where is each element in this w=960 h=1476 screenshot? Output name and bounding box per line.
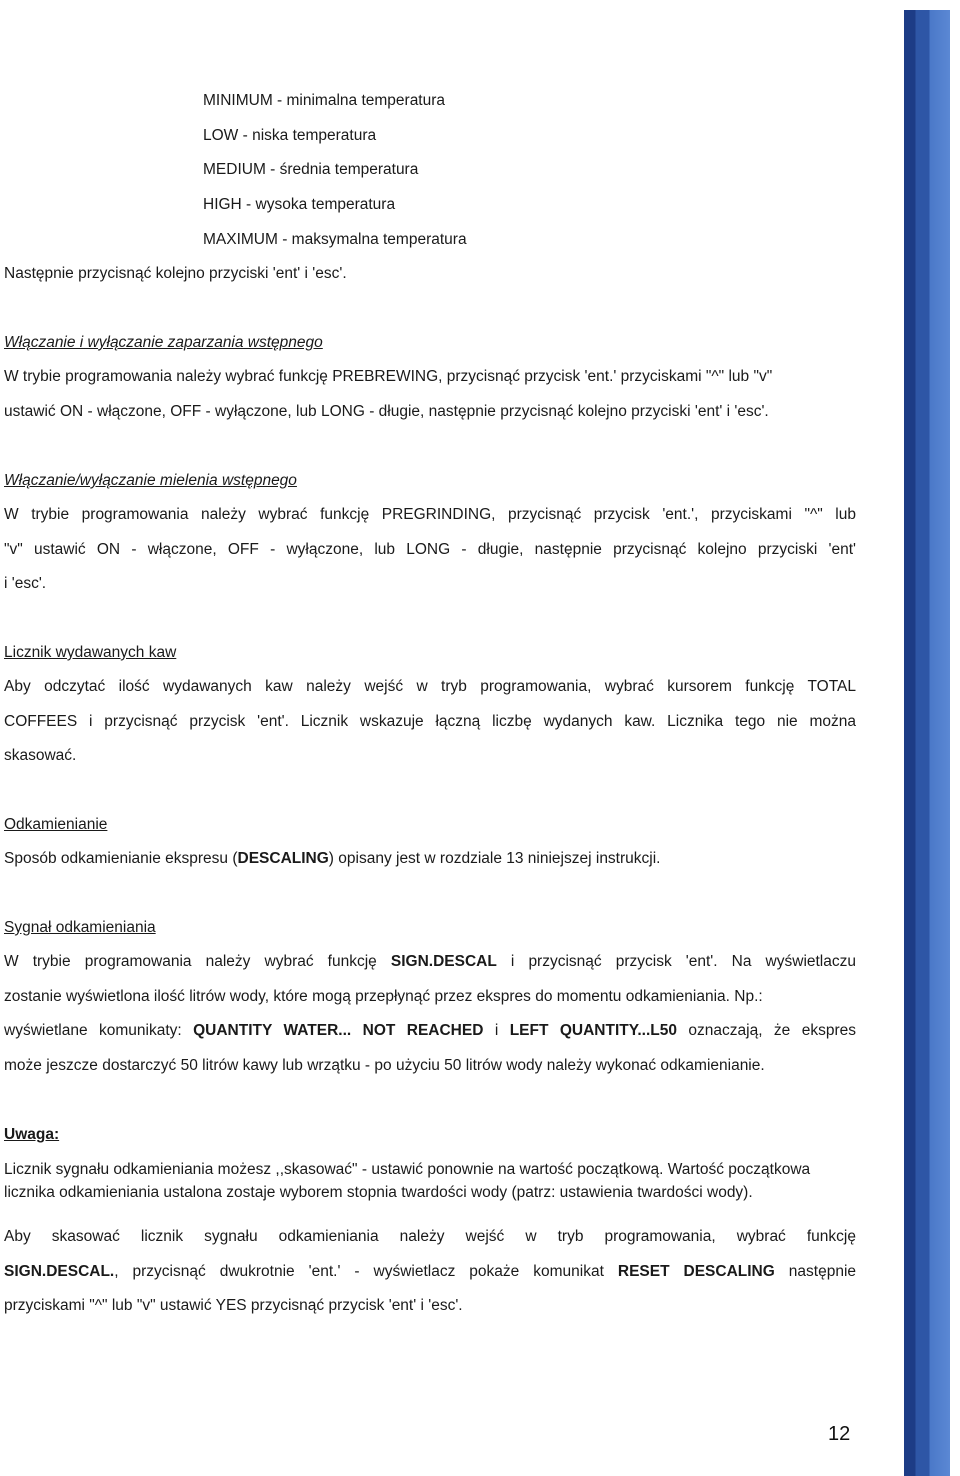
- descaling-heading: Odkamienianie: [4, 816, 108, 833]
- temp-level-medium: MEDIUM - średnia temperatura: [203, 161, 419, 178]
- temp-level-low: LOW - niska temperatura: [203, 127, 377, 144]
- descal-signal-line-4: może jeszcze dostarczyć 50 litrów kawy lub wrzątku - po użyciu 50 litrów wody należy wykonać odkamienianie.: [4, 1057, 765, 1074]
- temp-level-maximum: MAXIMUM - maksymalna temperatura: [203, 231, 467, 248]
- intro-line: Następnie przycisnąć kolejno przyciski 'ent' i 'esc'.: [4, 265, 347, 282]
- descal-signal-l1-a: W trybie programowania należy wybrać funkcję: [4, 953, 391, 970]
- decorative-side-stripe: [904, 10, 950, 1476]
- counter-heading: Licznik wydawanych kaw: [4, 644, 177, 661]
- descaling-text-b: ) opisany jest w rozdziale 13 niniejszej instrukcji.: [328, 850, 661, 867]
- note-lb-mid: , przycisnąć dwukrotnie 'ent.' - wyświetlacz pokaże komunikat: [114, 1263, 618, 1280]
- descal-signal-l1-bold: SIGN.DESCAL: [390, 953, 497, 970]
- descaling-text-bold: DESCALING: [237, 850, 329, 867]
- descal-signal-l3-b: oznaczają, że ekspres: [676, 1022, 856, 1039]
- temp-level-high: HIGH - wysoka temperatura: [203, 196, 396, 213]
- note-lb-bold1: SIGN.DESCAL.: [4, 1263, 115, 1280]
- descal-signal-l3-bold2: LEFT QUANTITY...L50: [509, 1022, 677, 1039]
- pregrinding-line-3: i 'esc'.: [4, 575, 47, 592]
- note-paragraph-1: Licznik sygnału odkamieniania możesz ,,skasować" - ustawić ponownie na wartość początkową. Wartość początkowa licznika odkamieniania ustalona zostaje wyborem stopnia twardości wody (patrz: ustawienia twardości wody).: [4, 1161, 811, 1201]
- descal-signal-line-3: [4, 1021, 856, 1041]
- note-lb-bold2: RESET DESCALING: [617, 1263, 775, 1280]
- prebrewing-line-2: ustawić ON - włączone, OFF - wyłączone, lub LONG - długie, następnie przycisnąć kolejno przyciski 'ent' i 'esc'.: [4, 403, 769, 420]
- page-number: 12: [828, 1423, 851, 1445]
- prebrewing-heading: Włączanie i wyłączanie zaparzania wstępnego: [4, 334, 323, 351]
- descaling-text: [4, 849, 856, 869]
- temp-level-minimum: MINIMUM - minimalna temperatura: [203, 92, 446, 109]
- pregrinding-line-1: W trybie programowania należy wybrać funkcję PREGRINDING, przycisnąć przycisk 'ent.', przyciskami "^" lub: [4, 506, 856, 523]
- descal-signal-l3-a: wyświetlane komunikaty:: [4, 1022, 194, 1039]
- pregrinding-heading: Włączanie/wyłączanie mielenia wstępnego: [4, 472, 297, 489]
- counter-line-3: skasować.: [4, 747, 77, 764]
- descal-signal-line-1: [4, 952, 856, 972]
- prebrewing-line-1: W trybie programowania należy wybrać funkcję PREBREWING, przycisnąć przycisk 'ent.' przyciskami "^" lub "v": [4, 368, 773, 385]
- descaling-text-a: Sposób odkamienianie ekspresu (: [4, 850, 238, 867]
- descal-signal-line-2: zostanie wyświetlona ilość litrów wody, które mogą przepłynąć przez ekspres do momentu odkamieniania. Np.:: [4, 988, 763, 1005]
- note-line-a: Aby skasować licznik sygnału odkamieniania należy wejść w tryb programowania, wybrać funkcję: [4, 1228, 856, 1245]
- descal-signal-l3-mid: i: [483, 1022, 510, 1039]
- descal-signal-heading: Sygnał odkamieniania: [4, 919, 156, 936]
- counter-line-2: COFFEES i przycisnąć przycisk 'ent'. Licznik wskazuje łączną liczbę wydanych kaw. Licznika tego nie można: [4, 713, 856, 730]
- pregrinding-line-2: "v" ustawić ON - włączone, OFF - wyłączone, lub LONG - długie, następnie przycisnąć kolejno przyciski 'ent': [4, 541, 856, 558]
- note-lb-end: następnie: [774, 1263, 857, 1280]
- descal-signal-l3-bold1: QUANTITY WATER... NOT REACHED: [193, 1022, 484, 1039]
- descal-signal-l1-b: i przycisnąć przycisk 'ent'. Na wyświetlaczu: [496, 953, 856, 970]
- note-heading: Uwaga:: [4, 1126, 60, 1143]
- note-line-b: [4, 1262, 856, 1282]
- counter-line-1: Aby odczytać ilość wydawanych kaw należy wejść w tryb programowania, wybrać kursorem funkcję TOTAL: [4, 678, 856, 695]
- note-line-c: przyciskami "^" lub "v" ustawić YES przycisnąć przycisk 'ent' i 'esc'.: [4, 1297, 463, 1314]
